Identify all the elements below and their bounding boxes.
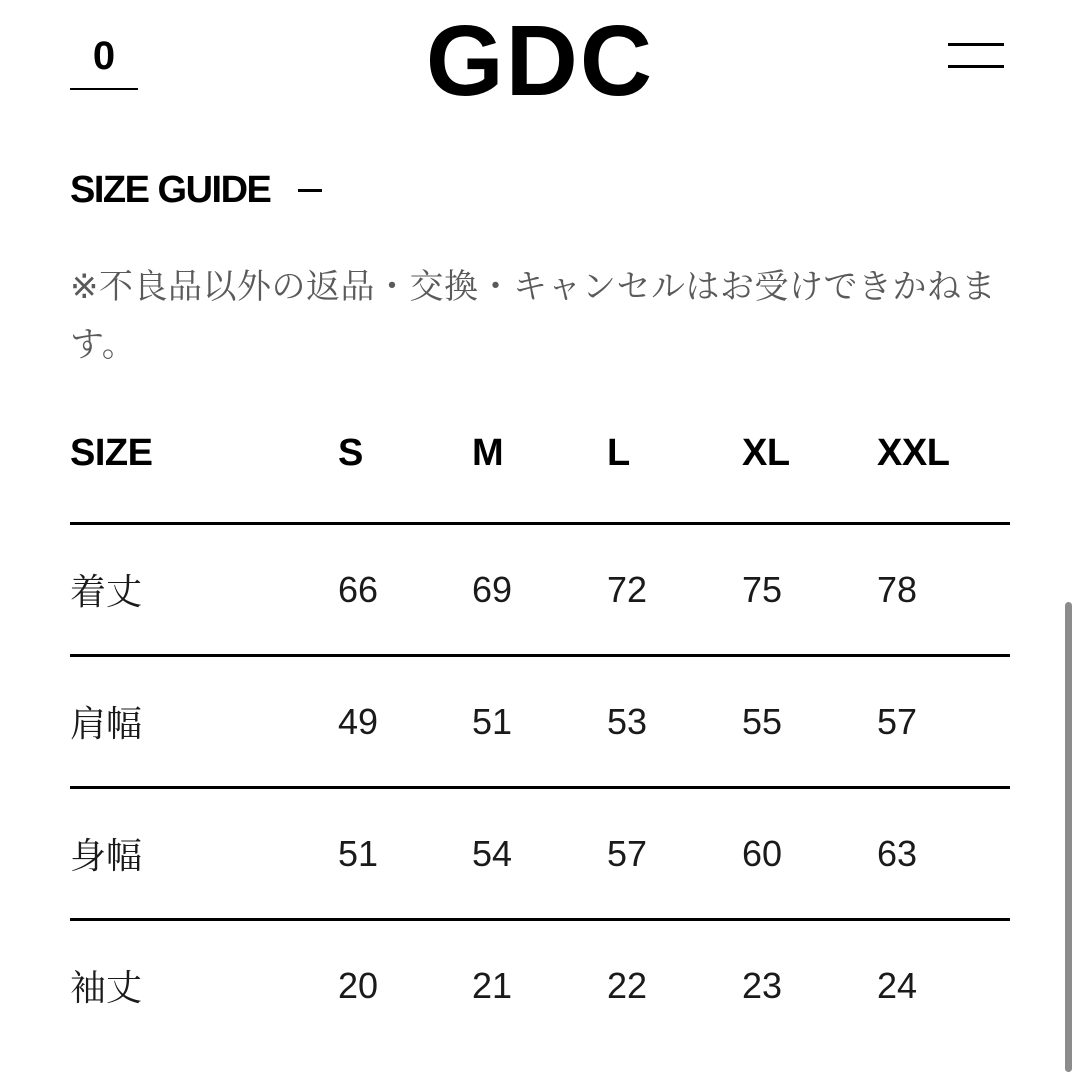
row-label: 身幅 bbox=[70, 836, 143, 877]
table-cell: 51 bbox=[338, 832, 379, 874]
table-cell: 23 bbox=[742, 964, 783, 1006]
column-header: L bbox=[607, 431, 630, 474]
hamburger-line-top bbox=[948, 43, 1004, 46]
table-cell: 49 bbox=[338, 700, 379, 742]
table-row bbox=[70, 918, 1010, 1050]
table-cell: 78 bbox=[877, 568, 918, 610]
table-row bbox=[70, 522, 1010, 654]
hamburger-icon[interactable] bbox=[948, 40, 1006, 72]
column-header: SIZE bbox=[70, 431, 153, 474]
table-cell: 60 bbox=[742, 832, 783, 874]
table-cell: 53 bbox=[607, 700, 648, 742]
table-row bbox=[70, 786, 1010, 918]
size-guide-toggle[interactable] bbox=[70, 166, 322, 214]
row-label: 肩幅 bbox=[70, 704, 143, 745]
column-header: M bbox=[472, 431, 504, 474]
column-header: XL bbox=[742, 431, 790, 474]
table-cell: 63 bbox=[877, 832, 918, 874]
table-cell: 21 bbox=[472, 964, 513, 1006]
size-table bbox=[70, 420, 1010, 1050]
vertical-scrollbar[interactable] bbox=[1065, 602, 1072, 1072]
minus-icon bbox=[298, 189, 322, 192]
size-guide-title: SIZE GUIDE bbox=[70, 169, 271, 211]
table-cell: 69 bbox=[472, 568, 513, 610]
row-label: 着丈 bbox=[70, 572, 143, 613]
table-cell: 54 bbox=[472, 832, 513, 874]
table-header-row bbox=[70, 420, 1010, 522]
column-header: S bbox=[338, 431, 363, 474]
table-cell: 75 bbox=[742, 568, 783, 610]
hamburger-line-bottom bbox=[948, 65, 1004, 68]
column-header: XXL bbox=[877, 431, 950, 474]
table-cell: 20 bbox=[338, 964, 379, 1006]
table-cell: 72 bbox=[607, 568, 648, 610]
table-row bbox=[70, 654, 1010, 786]
return-policy-note: ※不良品以外の返品・交換・キャンセルはお受けできかねます。 bbox=[70, 267, 996, 365]
table-cell: 57 bbox=[607, 832, 648, 874]
table-cell: 66 bbox=[338, 568, 379, 610]
table-cell: 22 bbox=[607, 964, 648, 1006]
row-label: 袖丈 bbox=[70, 968, 143, 1009]
table-cell: 51 bbox=[472, 700, 513, 742]
table-cell: 24 bbox=[877, 964, 918, 1006]
table-cell: 57 bbox=[877, 700, 918, 742]
table-cell: 55 bbox=[742, 700, 783, 742]
cart-count: 0 bbox=[92, 34, 116, 78]
site-logo[interactable]: GDC bbox=[425, 5, 655, 117]
